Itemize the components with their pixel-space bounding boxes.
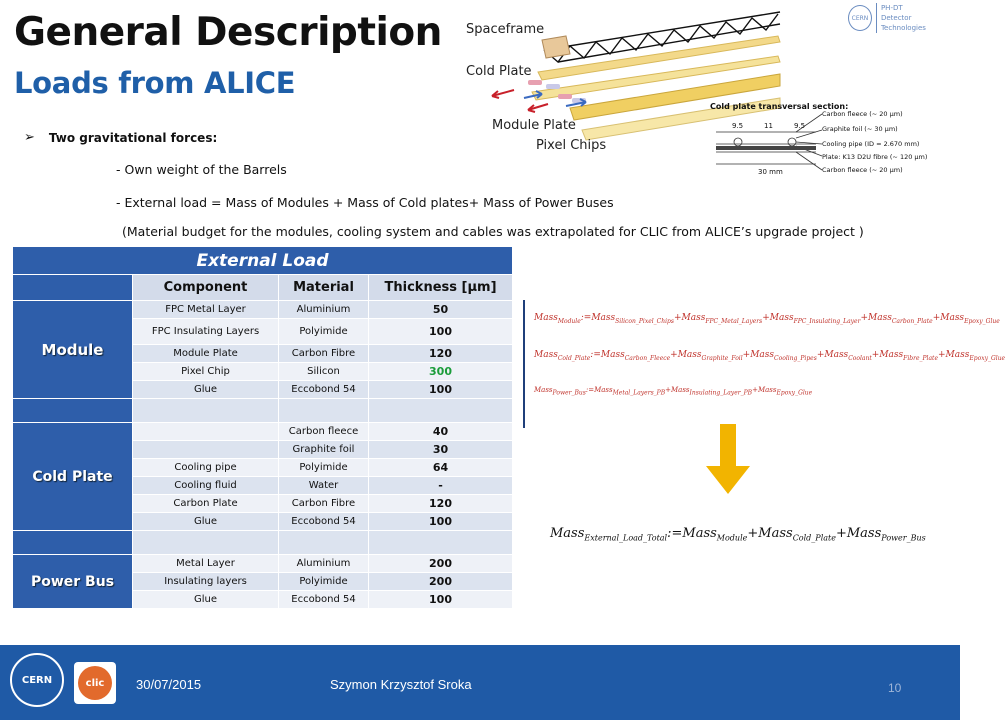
cell-component: Carbon Plate [133, 495, 279, 513]
table-title: External Load [13, 247, 513, 275]
group-cold-plate: Cold Plate [13, 423, 133, 531]
equation-power-bus-mass: Mass$_{Power\_Bus}$:=Mass$_{Metal\_Layers\_PB}$+Mass$_{Insulating\_Layer\_PB}$+Mass$_{Epoxy\_Glue}$ [534, 386, 813, 397]
footer-date: 30/07/2015 [136, 677, 202, 692]
cell-thickness: 30 [369, 441, 513, 459]
cell-thickness: 120 [369, 495, 513, 513]
cell-thickness: 50 [369, 301, 513, 319]
cell-material: Carbon Fibre [279, 495, 369, 513]
header-thickness: Thickness [µm] [369, 275, 513, 301]
spaceframe-end-block [542, 36, 570, 58]
cell-component: FPC Metal Layer [133, 301, 279, 319]
cell-material: Silicon [279, 363, 369, 381]
logo-line1: PH-DT [880, 4, 903, 12]
cell-material: Aluminium [279, 555, 369, 573]
footer-bar [0, 645, 960, 720]
cell-thickness: 200 [369, 573, 513, 591]
cell-material: Carbon fleece [279, 423, 369, 441]
cell-material: Polyimide [279, 459, 369, 477]
cell-material: Polyimide [279, 573, 369, 591]
label-spaceframe: Spaceframe [466, 22, 545, 37]
cell-thickness: 200 [369, 555, 513, 573]
cell-thickness: 100 [369, 591, 513, 609]
cell-component: Cooling pipe [133, 459, 279, 477]
bullet-text: Two gravitational forces: [48, 130, 218, 145]
cern-emblem-icon: CERN [848, 5, 872, 31]
external-load-table [12, 246, 512, 609]
cold-plate-section-figure [706, 102, 956, 182]
header-component: Component [133, 275, 279, 301]
cell-material: Aluminium [279, 301, 369, 319]
dim-right: 9.5 [794, 122, 806, 130]
dim-middle: 11 [764, 122, 773, 130]
cell-thickness-highlight: 300 [369, 363, 513, 381]
cell-component: Module Plate [133, 345, 279, 363]
equation-module-mass: Mass$_{Module}$:=Mass$_{Silicon\_Pixel\_Chips}$+Mass$_{FPC\_Metal\_Layers}$+Mass$_{FPC\_Insulating\_Layer}$+Mass$_{Carbon\_Plate}$+Mass$_{Epoxy\_Glue}$ [534, 313, 1000, 325]
section-label-graphite-foil: Graphite foil (~ 30 µm) [822, 125, 898, 133]
section-label-cooling-pipe: Cooling pipe (ID = 2.670 mm) [822, 140, 920, 148]
table-spacer-row [13, 531, 513, 555]
bullet-arrow-icon: ➢ [24, 130, 35, 145]
header-material: Material [279, 275, 369, 301]
text-line-material-budget: (Material budget for the modules, cooling system and cables was extrapolated for CLIC from ALICE’s upgrade project ) [122, 224, 864, 239]
dim-width: 30 mm [758, 168, 783, 176]
cell-thickness: - [369, 477, 513, 495]
cell-component: Glue [133, 381, 279, 399]
logo-line2: Detector Technologies [880, 14, 926, 32]
cell-material: Carbon Fibre [279, 345, 369, 363]
slide-title: General Description [14, 10, 442, 55]
section-label-carbon-fleece-bottom: Carbon fleece (~ 20 µm) [822, 166, 903, 174]
text-line-weight: - Own weight of the Barrels [116, 162, 287, 177]
cell-material: Water [279, 477, 369, 495]
slide-subtitle: Loads from ALICE [14, 66, 296, 100]
dim-left: 9.5 [732, 122, 744, 130]
cell-material: Eccobond 54 [279, 591, 369, 609]
group-power-bus: Power Bus [13, 555, 133, 609]
header-blank [13, 275, 133, 301]
cell-material: Eccobond 54 [279, 381, 369, 399]
text-line-external-load: - External load = Mass of Modules + Mass of Cold plates+ Mass of Power Buses [116, 195, 614, 210]
cell-thickness: 120 [369, 345, 513, 363]
cell-thickness: 100 [369, 319, 513, 345]
bullet-item [24, 130, 217, 145]
clic-logo-icon [74, 662, 116, 704]
table-row [13, 301, 513, 319]
cell-thickness: 100 [369, 381, 513, 399]
cell-component [133, 423, 279, 441]
cell-material: Polyimide [279, 319, 369, 345]
cell-component: FPC Insulating Layers [133, 319, 279, 345]
cell-component [133, 441, 279, 459]
section-title: Cold plate transversal section: [710, 102, 849, 111]
section-label-plate: Plate: K13 D2U fibre (~ 120 µm) [822, 153, 928, 161]
cell-component: Insulating layers [133, 573, 279, 591]
label-module-plate: Module Plate [492, 118, 576, 133]
cern-logo-icon: CERN [10, 653, 64, 707]
table-spacer-row [13, 399, 513, 423]
cell-component: Metal Layer [133, 555, 279, 573]
cell-thickness: 100 [369, 513, 513, 531]
equation-cold-plate-mass: Mass$_{Cold\_Plate}$:=Mass$_{Carbon\_Fleece}$+Mass$_{Graphite\_Foil}$+Mass$_{Cooling\_Pipes}$+Mass$_{Coolant}$+Mass$_{Fibre\_Plate}$+Mass$_{Epoxy\_Glue}$ [534, 350, 1005, 362]
cell-component: Pixel Chip [133, 363, 279, 381]
page-number: 10 [888, 681, 902, 695]
table-row [13, 555, 513, 573]
cell-material: Eccobond 54 [279, 513, 369, 531]
group-module: Module [13, 301, 133, 399]
cell-component: Glue [133, 513, 279, 531]
cold-plate-strip-2 [532, 56, 780, 100]
footer-author: Szymon Krzysztof Sroka [330, 677, 472, 692]
section-label-carbon-fleece-top: Carbon fleece (~ 20 µm) [822, 110, 903, 118]
clic-logo-text: clic [78, 666, 112, 700]
label-cold-plate: Cold Plate [466, 64, 532, 79]
label-pixel-chips: Pixel Chips [536, 138, 607, 153]
cell-thickness: 64 [369, 459, 513, 477]
cell-thickness: 40 [369, 423, 513, 441]
cell-component: Glue [133, 591, 279, 609]
cell-material: Graphite foil [279, 441, 369, 459]
table-row [13, 423, 513, 441]
cell-component: Cooling fluid [133, 477, 279, 495]
equation-total-external-load: Mass$_{External\_Load\_Total}$:=Mass$_{Module}$+Mass$_{Cold\_Plate}$+Mass$_{Power\_Bus}$ [550, 526, 926, 543]
arrow-down-icon [706, 424, 750, 494]
ph-dt-logo [848, 4, 952, 32]
equations-bracket [523, 300, 525, 428]
